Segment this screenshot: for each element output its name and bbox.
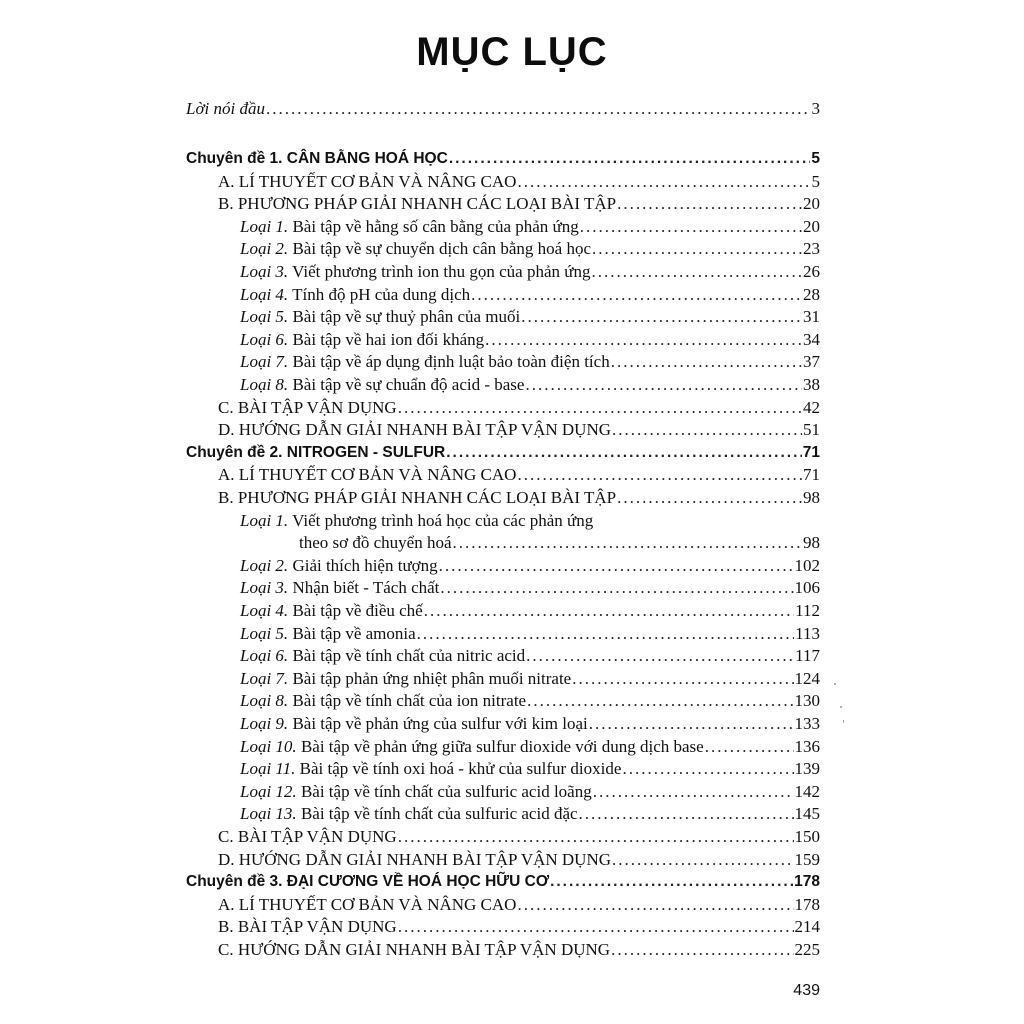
dot-leader: [471, 284, 802, 306]
toc-entry-text: Bài tập về áp dụng định luật bảo toàn điện tích: [288, 352, 610, 372]
toc-entry-text: Bài tập về tính oxi hoá - khử của sulfur dioxide: [295, 759, 622, 779]
dot-leader: [446, 442, 802, 464]
toc-entry-type: Loại 12.: [240, 781, 297, 801]
dot-leader: [550, 871, 793, 893]
dot-leader: [611, 351, 802, 373]
toc-page-number: 5: [811, 171, 820, 191]
dot-leader: [612, 419, 802, 441]
toc-entry-text: theo sơ đồ chuyển hoá: [299, 533, 452, 553]
toc-entry-label: [240, 758, 621, 780]
toc-subsection[interactable]: [240, 736, 820, 758]
toc-entry-label: [218, 826, 397, 848]
toc-subsection[interactable]: [240, 329, 820, 351]
toc-entry-label: [186, 442, 445, 464]
toc-entry-label: [240, 600, 423, 622]
toc-subsection[interactable]: [240, 623, 820, 645]
toc-subsection[interactable]: [240, 713, 820, 735]
toc-entry-text: Chuyên đề 2. NITROGEN - SULFUR: [186, 443, 446, 461]
toc-subsection[interactable]: [240, 238, 820, 260]
toc-entry-label: [240, 374, 524, 396]
toc-entry-type: Loại 9.: [240, 714, 289, 733]
toc-page-number: 214: [794, 917, 820, 937]
toc-entry-text: Bài tập phản ứng nhiệt phân muối nitrate: [288, 668, 572, 688]
toc-page-number: 31: [803, 307, 820, 327]
toc-entry-text: D. HƯỚNG DẪN GIẢI NHANH BÀI TẬP VẬN DỤNG: [218, 849, 612, 869]
toc-entry-text: Viết phương trình ion thu gọn của phản ứng: [288, 262, 591, 281]
dot-leader: [521, 306, 802, 328]
toc-section[interactable]: [218, 419, 820, 441]
dot-leader: [612, 849, 793, 871]
toc-entry-text: D. HƯỚNG DẪN GIẢI NHANH BÀI TẬP VẬN DỤNG: [218, 420, 612, 440]
toc-subsection[interactable]: [240, 690, 820, 712]
scan-speck: [843, 720, 844, 723]
toc-entry-label: [240, 713, 588, 735]
toc-entry-text: Bài tập về tính chất của sulfuric acid đặc: [296, 804, 578, 824]
toc-page-number: 102: [794, 555, 820, 575]
dot-leader: [398, 397, 802, 419]
dot-leader: [517, 894, 793, 916]
toc-subsection[interactable]: [240, 758, 820, 780]
toc-page-number: 106: [794, 578, 820, 598]
toc-entry-text: Bài tập về điều chế: [288, 601, 423, 620]
toc-subsection[interactable]: [240, 374, 820, 396]
toc-entry-type: Loại 11.: [240, 759, 296, 779]
toc-entry-label: [240, 238, 591, 260]
toc-subsection[interactable]: [240, 781, 820, 803]
dot-leader: [517, 464, 802, 486]
toc-entry-type: Loại 3.: [240, 262, 289, 281]
toc-entry-text: Bài tập về tính chất của nitric acid: [288, 646, 526, 666]
dot-leader: [424, 600, 794, 622]
toc-entry-label: [240, 690, 526, 712]
toc-entry-label: [240, 555, 438, 577]
toc-subsection[interactable]: [240, 284, 820, 306]
scan-speck: [840, 706, 842, 708]
toc-section[interactable]: [218, 939, 820, 961]
toc-entry-text: Chuyên đề 3. ĐẠI CƯƠNG VỀ HOÁ HỌC HỮU CƠ: [186, 873, 550, 891]
toc-subsection[interactable]: [240, 645, 820, 667]
toc-entry-label: [218, 849, 611, 871]
toc-entry-label: [218, 419, 611, 441]
toc-subsection[interactable]: [240, 577, 820, 599]
toc-entry-text: Bài tập về sự chuẩn độ acid - base: [288, 375, 525, 394]
toc-subsection[interactable]: [240, 216, 820, 238]
toc-entry-text: C. BÀI TẬP VẬN DỤNG: [218, 827, 397, 846]
toc-subsection[interactable]: [240, 306, 820, 328]
toc-page-number: 136: [794, 736, 820, 756]
toc-entry-label: [299, 532, 452, 554]
toc-page-number: 71: [802, 443, 820, 461]
dot-leader: [525, 374, 802, 396]
toc-section[interactable]: [218, 487, 820, 509]
toc-chapter-heading[interactable]: [186, 442, 820, 464]
toc-entry-type: Loại 8.: [240, 375, 289, 394]
toc-entry-label: [240, 216, 579, 238]
toc-section[interactable]: [218, 849, 820, 871]
dot-leader: [449, 148, 811, 170]
toc-page-number: 20: [803, 194, 820, 214]
dot-leader: [592, 238, 802, 260]
toc-entry-label: [240, 781, 592, 803]
dot-leader: [572, 668, 793, 690]
dot-leader: [579, 803, 794, 825]
dot-leader: [592, 261, 803, 283]
toc-subsection[interactable]: [240, 351, 820, 373]
dot-leader: [417, 623, 794, 645]
toc-entry-label: [186, 871, 549, 893]
toc-page-number: 38: [803, 375, 820, 394]
toc-entry-type: Loại 5.: [240, 623, 289, 643]
toc-entry-type: Loại 2.: [240, 555, 289, 575]
toc-page-number: 117: [795, 646, 820, 666]
toc-entry-label: [240, 351, 610, 373]
toc-entry-text: B. PHƯƠNG PHÁP GIẢI NHANH CÁC LOẠI BÀI TẬP: [218, 488, 617, 507]
toc-entry-label: [240, 623, 416, 645]
toc-subsection[interactable]: [240, 555, 820, 577]
dot-leader: [617, 193, 802, 215]
toc-entry-text: Bài tập về sự thuỷ phân của muối: [288, 307, 521, 327]
toc-section[interactable]: [218, 193, 820, 215]
toc-entry-label: [218, 171, 516, 193]
toc-entry-text: Bài tập về tính chất của ion nitrate: [288, 691, 527, 711]
dot-leader: [266, 98, 811, 120]
toc-entry-text: A. LÍ THUYẾT CƠ BẢN VÀ NÂNG CAO: [218, 894, 517, 914]
toc-entry-label: [186, 148, 448, 170]
toc-section[interactable]: [218, 916, 820, 938]
toc-entry-type: Loại 1.: [240, 510, 289, 530]
toc-entry-label: [218, 939, 610, 961]
toc-page-number: 26: [803, 262, 820, 281]
toc-page-number: 5: [811, 150, 820, 167]
toc-entry-first-line[interactable]: [240, 510, 593, 532]
toc-entry-type: Loại 2.: [240, 239, 289, 259]
toc-entry-label: [240, 668, 571, 690]
toc-entry-text: Bài tập về phản ứng giữa sulfur dioxide với dung dịch base: [296, 736, 704, 756]
toc-entry-label: [240, 329, 484, 351]
toc-page-number: 23: [803, 239, 820, 259]
toc-entry-label: [186, 98, 265, 120]
toc-page-number: 51: [803, 420, 820, 440]
toc-entry-label: [218, 193, 616, 215]
toc-entry-label: [240, 803, 578, 825]
toc-entry-type: Loại 10.: [240, 736, 297, 756]
dot-leader: [485, 329, 802, 351]
page-title: MỤC LỤC: [416, 30, 608, 74]
toc-section[interactable]: [218, 894, 820, 916]
toc-entry-text: Chuyên đề 1. CÂN BẰNG HOÁ HỌC: [186, 150, 448, 167]
toc-page-number: 142: [794, 781, 820, 801]
toc-entry-type: Loại 3.: [240, 578, 289, 598]
dot-leader: [398, 826, 794, 848]
toc-page-number: 20: [803, 216, 820, 236]
toc-entry-type: Loại 5.: [240, 307, 289, 327]
toc-section[interactable]: [218, 171, 820, 193]
dot-leader: [617, 487, 802, 509]
toc-page-number: 130: [794, 691, 820, 711]
toc-page-number: 37: [803, 352, 820, 372]
toc-subsection[interactable]: [240, 803, 820, 825]
dot-leader: [439, 555, 794, 577]
dot-leader: [398, 916, 794, 938]
toc-entry-text: Bài tập về hằng số cân bằng của phản ứng: [288, 216, 579, 236]
toc-page-number: 150: [794, 827, 820, 846]
toc-entry-text: Bài tập về sự chuyển dịch cân bằng hoá học: [288, 239, 592, 259]
dot-leader: [517, 171, 810, 193]
dot-leader: [453, 532, 802, 554]
toc-entry-label: [218, 397, 397, 419]
toc-page-number: 28: [803, 284, 820, 304]
toc-page-number: 98: [803, 488, 820, 507]
toc-entry-type: Loại 6.: [240, 329, 289, 349]
toc-entry-type: Loại 7.: [240, 668, 289, 688]
toc-subsection[interactable]: [240, 261, 820, 283]
toc-entry-label: [240, 736, 704, 758]
toc-entry-type: Loại 6.: [240, 646, 289, 666]
toc-entry-text: Nhận biết - Tách chất: [288, 578, 440, 598]
toc-entry-text: Viết phương trình hoá học của các phản ứng: [288, 510, 594, 530]
toc-page-number: 98: [803, 533, 820, 553]
toc-entry-type: Loại 1.: [240, 216, 289, 236]
toc-entry-text: Bài tập về phản ứng của sulfur với kim loại: [288, 714, 588, 733]
dot-leader: [593, 781, 794, 803]
toc-entry-label: [218, 464, 516, 486]
toc-entry-type: Loại 7.: [240, 352, 289, 372]
toc-subsection[interactable]: [240, 668, 820, 690]
toc-entry-text: A. LÍ THUYẾT CƠ BẢN VÀ NÂNG CAO: [218, 171, 517, 191]
toc-page-number: 113: [795, 623, 820, 643]
toc-entry-label: [240, 577, 439, 599]
toc-entry-type: Loại 4.: [240, 284, 289, 304]
toc-entry-text: C. HƯỚNG DẪN GIẢI NHANH BÀI TẬP VẬN DỤNG: [218, 940, 611, 959]
toc-entry-text: B. BÀI TẬP VẬN DỤNG: [218, 917, 397, 937]
toc-entry-text: Tính độ pH của dung dịch: [288, 284, 471, 304]
toc-page-number: 178: [794, 894, 820, 914]
toc-section[interactable]: [218, 397, 820, 419]
toc-section[interactable]: [218, 464, 820, 486]
toc-entry-text: C. BÀI TẬP VẬN DỤNG: [218, 397, 397, 417]
toc-entry-type: Loại 13.: [240, 804, 297, 824]
toc-entry-text: Bài tập về amonia: [288, 623, 416, 643]
toc-page-number: 112: [795, 601, 820, 620]
dot-leader: [622, 758, 793, 780]
toc-subsection[interactable]: [240, 600, 820, 622]
page-number: 439: [793, 982, 820, 999]
toc-entry-text: Giải thích hiện tượng: [288, 555, 438, 575]
dot-leader: [526, 645, 794, 667]
toc-entry-text: Lời nói đầu: [186, 99, 265, 118]
toc-chapter-heading[interactable]: [186, 148, 820, 170]
toc-page-number: 34: [803, 329, 820, 349]
toc-page-number: 178: [794, 873, 820, 891]
toc-page-number: 225: [794, 940, 820, 959]
toc-entry-text: Bài tập về tính chất của sulfuric acid loãng: [296, 781, 592, 801]
dot-leader: [589, 713, 794, 735]
scan-speck: [834, 683, 836, 685]
toc-page-number: 42: [803, 397, 820, 417]
dot-leader: [580, 216, 802, 238]
toc-entry-text: B. PHƯƠNG PHÁP GIẢI NHANH CÁC LOẠI BÀI TẬP: [218, 194, 617, 214]
toc-entry-label: [240, 645, 525, 667]
toc-section[interactable]: [218, 826, 820, 848]
dot-leader: [527, 690, 793, 712]
toc-entry-continuation[interactable]: [299, 532, 820, 554]
toc-page-number: 124: [794, 668, 820, 688]
toc-page-number: 3: [811, 99, 820, 118]
toc-page-number: 133: [794, 714, 820, 733]
toc-page-number: 71: [803, 465, 820, 485]
toc-entry-label: [240, 306, 520, 328]
dot-leader: [440, 577, 793, 599]
toc-entry-label: [218, 894, 516, 916]
toc-entry-type: Loại 8.: [240, 691, 289, 711]
toc-entry-label: [218, 487, 616, 509]
toc-entry-label: [240, 261, 591, 283]
toc-preface[interactable]: [186, 98, 820, 120]
toc-entry-text: Bài tập về hai ion đối kháng: [288, 329, 485, 349]
toc-page-number: 139: [794, 759, 820, 779]
toc-entry-label: [240, 284, 470, 306]
toc-entry-text: A. LÍ THUYẾT CƠ BẢN VÀ NÂNG CAO: [218, 465, 517, 485]
toc-page-number: 159: [794, 849, 820, 869]
toc-page-number: 145: [794, 804, 820, 824]
toc-entry-type: Loại 4.: [240, 601, 289, 620]
dot-leader: [705, 736, 794, 758]
dot-leader: [611, 939, 793, 961]
toc-entry-label: [218, 916, 397, 938]
toc-chapter-heading[interactable]: [186, 871, 820, 893]
